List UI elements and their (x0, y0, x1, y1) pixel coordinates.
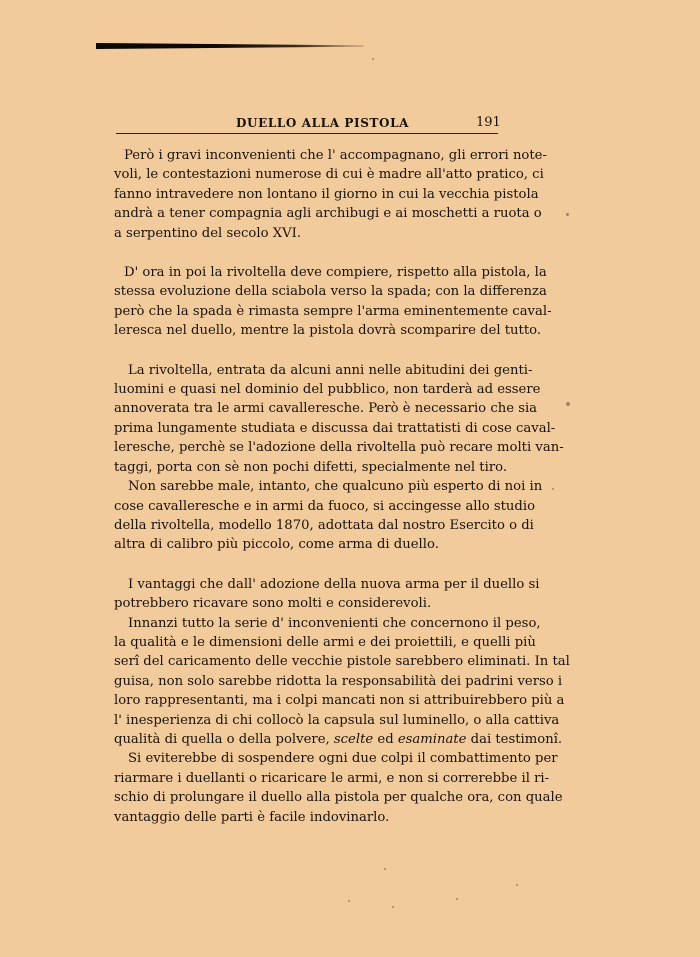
italic-run: scelte (333, 731, 374, 747)
text-line: fanno intravedere non lontano il giorno in cui la vecchia pistola (114, 186, 539, 202)
paper-speck (552, 488, 554, 490)
paper-speck (348, 900, 350, 902)
text-line: Però i gravi inconvenienti che l' accompagnano, gli errori note- (124, 148, 547, 163)
paper-speck (566, 213, 569, 216)
text-line: I vantaggi che dall' adozione della nuova arma per il duello si (128, 576, 540, 592)
page-number: 191 (476, 115, 501, 130)
text-run: dai testimonî. (470, 731, 563, 747)
paper-speck (384, 868, 386, 870)
text-line: potrebbero ricavare sono molti e considerevoli. (114, 596, 432, 612)
text-line: D' ora in poi la rivoltella deve compiere, rispetto alla pistola, la (124, 265, 547, 281)
header-rule (116, 133, 498, 134)
text-line: taggi, porta con sè non pochi difetti, specialmente nel tiro. (114, 459, 508, 475)
paper-speck (516, 884, 518, 886)
text-line: serî del caricamento delle vecchie pistole sarebbero eliminati. In tal (114, 654, 570, 670)
paper-speck (392, 906, 394, 908)
text-line: la qualità e le dimensioni delle armi e dei proiettili, e quelli più (114, 634, 536, 650)
paper-speck (372, 58, 374, 60)
text-line: altra di calibro più piccolo, come arma di duello. (114, 537, 439, 553)
paragraph-5 (114, 575, 540, 614)
paragraph-6 (114, 614, 570, 750)
text-line: l' inesperienza di chi collocò la capsula sul luminello, o alla cattiva (114, 712, 560, 728)
text-run: qualità di quella o della polvere, (114, 731, 330, 747)
text-line: luomini e quasi nel dominio del pubblico, non tarderà ad essere (114, 382, 541, 398)
text-line: Non sarebbe male, intanto, che qualcuno più esperto di noi in (128, 479, 543, 495)
text-line: annoverata tra le armi cavalleresche. Però è necessario che sia (114, 401, 538, 417)
text-line: loro rappresentanti, ma i colpi mancati non si attribuirebbero più a (114, 693, 565, 709)
text-line: riarmare i duellanti o ricaricare le armi, e non si correrebbe il ri- (114, 770, 550, 786)
paper-speck (566, 402, 570, 406)
text-line: schio di prolungare il duello alla pistola per qualche ora, con quale (114, 790, 563, 806)
text-line: Innanzi tutto la serie d' inconvenienti che concernono il peso, (128, 615, 541, 631)
text-run: ed (377, 731, 394, 747)
text-line: stessa evoluzione della sciabola verso la spada; con la differenza (114, 284, 547, 300)
paragraph-7 (114, 749, 563, 827)
text-line-mixed (114, 730, 563, 749)
text-line: prima lungamente studiata e discussa dai trattatisti di cose caval- (114, 420, 556, 436)
text-line: voli, le contestazioni numerose di cui è madre all'atto pratico, ci (114, 167, 544, 183)
text-line: vantaggio delle parti è facile indovinarlo. (114, 809, 390, 825)
text-line: a serpentino del secolo XVI. (114, 225, 302, 241)
paragraph-1 (114, 146, 547, 243)
text-line: leresca nel duello, mentre la pistola dovrà scomparire del tutto. (114, 323, 542, 339)
paragraph-2 (114, 263, 552, 341)
text-line: leresche, perchè se l'adozione della rivoltella può recare molti van- (114, 440, 564, 456)
body-text (114, 146, 570, 827)
paper-speck (456, 898, 458, 900)
paragraph-4 (114, 477, 543, 555)
text-line: Si eviterebbe di sospendere ogni due colpi il combattimento per (128, 751, 558, 767)
text-line: della rivoltella, modello 1870, adottata dal nostro Esercito o di (114, 517, 534, 533)
text-line: andrà a tener compagnia agli archibugi e ai moschetti a ruota o (114, 206, 542, 222)
text-line: cose cavalleresche e in armi da fuoco, si accingesse allo studio (114, 498, 536, 514)
paragraph-3 (114, 361, 564, 477)
running-title: DUELLO ALLA PISTOLA (236, 116, 410, 130)
decorative-top-rule (96, 43, 364, 49)
italic-run: esaminate (397, 731, 467, 747)
text-line: però che la spada è rimasta sempre l'arma eminentemente caval- (114, 303, 552, 319)
text-line: La rivoltella, entrata da alcuni anni nelle abitudini dei genti- (128, 362, 533, 378)
text-line: guisa, non solo sarebbe ridotta la responsabilità dei padrini verso i (114, 673, 563, 689)
